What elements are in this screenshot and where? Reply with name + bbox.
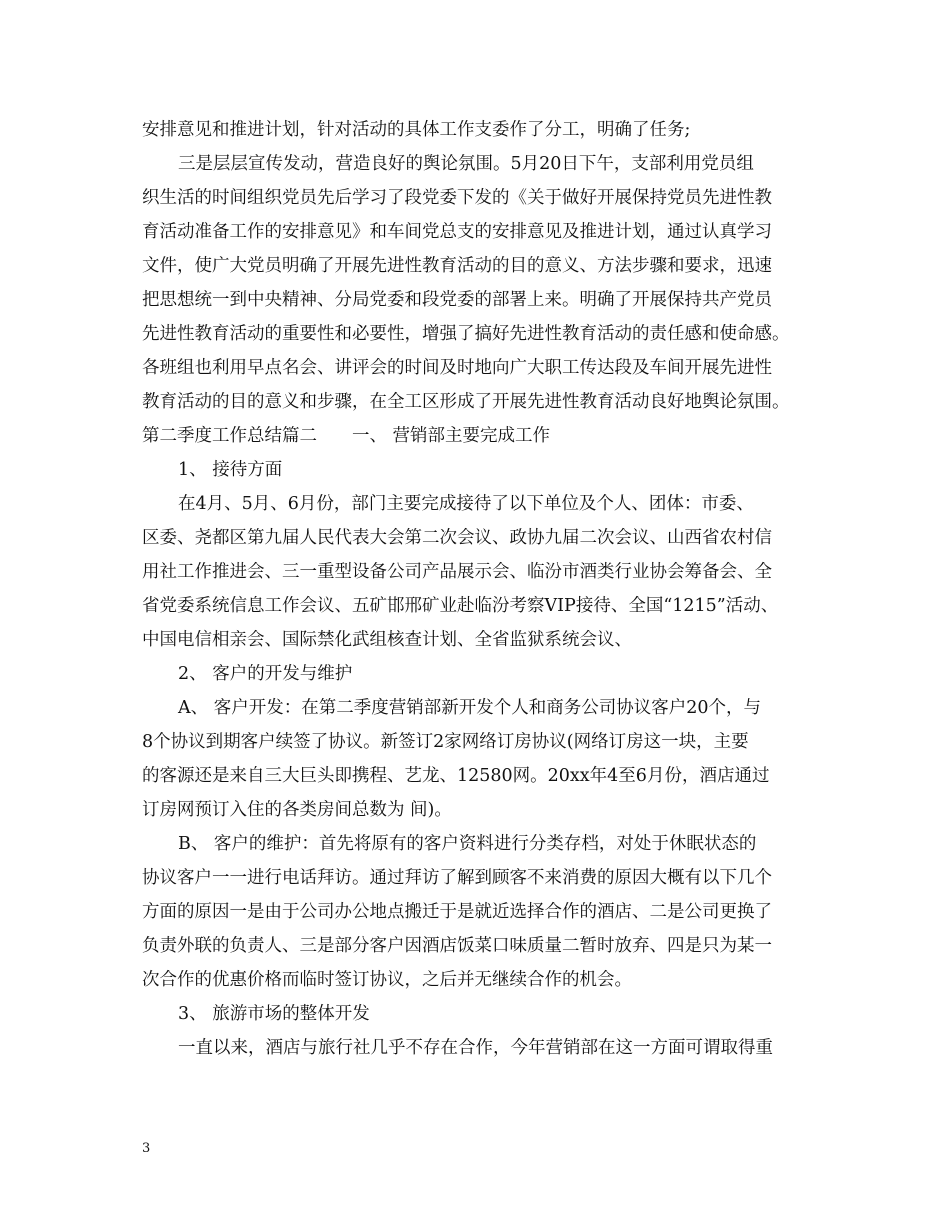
text-line: B、 客户的维护：首先将原有的客户资料进行分类存档，对处于休眠状态的 [178, 834, 757, 854]
text-line: 中国电信相亲会、国际禁化武组核查计划、全省监狱系统会议、 [142, 630, 632, 650]
text-line: 的客源还是来自三大巨头即携程、艺龙、12580网。20xx年4至6月份，酒店通过 [142, 766, 770, 786]
text-line: 用社工作推进会、三一重型设备公司产品展示会、临汾市酒类行业协会筹备会、全 [142, 562, 772, 582]
subsection-heading: 2、 客户的开发与维护 [178, 664, 353, 684]
text-line: 8个协议到期客户续签了协议。新签订2家网络订房协议(网络订房这一块，主要 [142, 732, 749, 752]
section-heading: 第二季度工作总结篇二 一、 营销部主要完成工作 [142, 426, 551, 446]
text-line: 把思想统一到中央精神、分局党委和段党委的部署上来。明确了开展保持共产党员 [142, 290, 772, 310]
text-line: 区委、尧都区第九届人民代表大会第二次会议、政协九届二次会议、山西省农村信 [142, 528, 772, 548]
text-line: 育活动准备工作的安排意见》和车间党总支的安排意见及推进计划，通过认真学习 [142, 222, 772, 242]
text-line: 负责外联的负责人、三是部分客户因酒店饭菜口味质量二暂时放弃、四是只为某一 [142, 936, 772, 956]
text-line: 方面的原因一是由于公司办公地点搬迁于是就近选择合作的酒店、二是公司更换了 [142, 902, 772, 922]
text-line: 订房网预订入住的各类房间总数为 间)。 [142, 800, 452, 820]
text-line: 协议客户一一进行电话拜访。通过拜访了解到顾客不来消费的原因大概有以下几个 [142, 868, 772, 888]
text-line: 省党委系统信息工作会议、五矿邯邢矿业赴临汾考察VIP接待、全国“1215”活动、 [142, 596, 779, 616]
page-number: 3 [142, 1141, 151, 1156]
text-line: 文件，使广大党员明确了开展先进性教育活动的目的意义、方法步骤和要求，迅速 [142, 256, 772, 276]
text-line: 先进性教育活动的重要性和必要性，增强了搞好先进性教育活动的责任感和使命感。 [142, 324, 790, 344]
text-line: 在4月、5月、6月份，部门主要完成接待了以下单位及个人、团体：市委、 [178, 494, 754, 514]
subsection-heading: 1、 接待方面 [178, 460, 283, 480]
text-line: 织生活的时间组织党员先后学习了段党委下发的《关于做好开展保持党员先进性教 [142, 188, 772, 208]
text-line: 安排意见和推进计划，针对活动的具体工作支委作了分工，明确了任务; [142, 120, 691, 140]
subsection-heading: 3、 旅游市场的整体开发 [178, 1004, 370, 1024]
text-line: 一直以来，酒店与旅行社几乎不存在合作，今年营销部在这一方面可谓取得重 [178, 1038, 773, 1058]
text-line: 教育活动的目的意义和步骤，在全工区形成了开展先进性教育活动良好地舆论氛围。 [142, 392, 790, 412]
text-line: 各班组也利用早点名会、讲评会的时间及时地向广大职工传达段及车间开展先进性 [142, 358, 772, 378]
text-line: 次合作的优惠价格而临时签订协议，之后并无继续合作的机会。 [142, 970, 632, 990]
text-line: 三是层层宣传发动，营造良好的舆论氛围。5月20日下午，支部利用党员组 [178, 154, 754, 174]
text-line: A、 客户开发：在第二季度营销部新开发个人和商务公司协议客户20个，与 [178, 698, 761, 718]
